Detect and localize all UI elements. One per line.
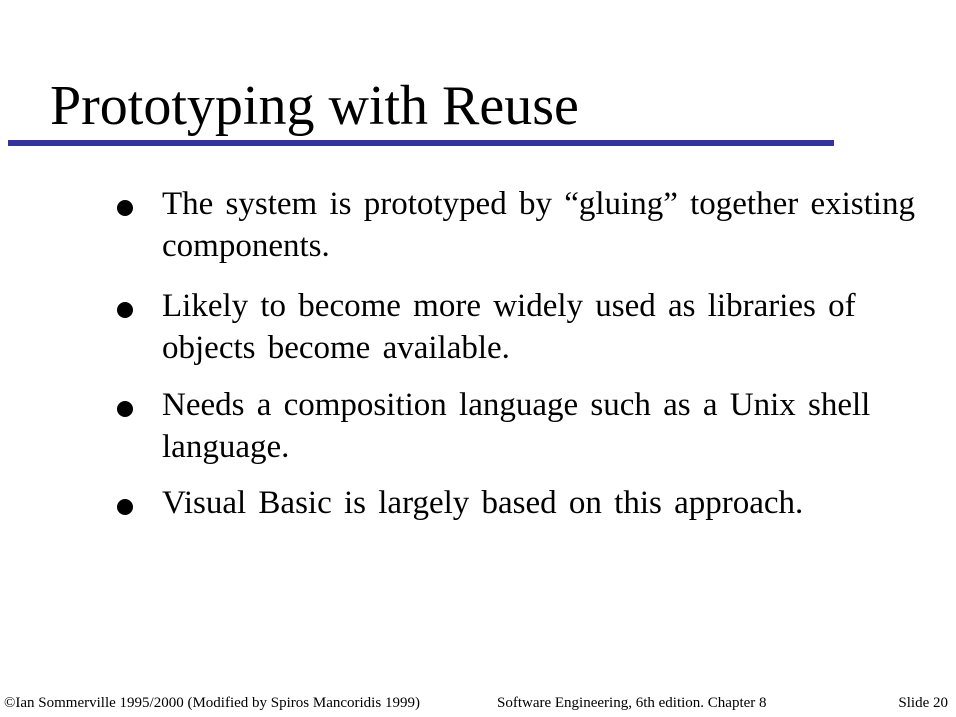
slide-title: Prototyping with Reuse — [50, 75, 579, 137]
bullet-text: Visual Basic is largely based on this approach. — [162, 485, 804, 521]
footer-book-title: Software Engineering, 6th edition. Chapter 8 — [497, 695, 767, 711]
footer-copyright: ©Ian Sommerville 1995/2000 (Modified by Spiros Mancoridis 1999) — [4, 695, 420, 711]
slide-footer — [0, 691, 956, 715]
bullet-icon — [117, 499, 133, 515]
footer-slide-number: Slide 20 — [898, 695, 948, 711]
bullet-text: Needs a composition language such as a Unix shell language. — [162, 387, 871, 465]
bullet-text: Likely to become more widely used as libraries of objects become available. — [162, 288, 856, 366]
title-underline — [8, 140, 834, 146]
bullet-icon — [117, 401, 133, 417]
bullet-icon — [117, 302, 133, 318]
bullet-text: The system is prototyped by “gluing” together existing components. — [162, 186, 915, 264]
bullet-icon — [117, 200, 133, 216]
